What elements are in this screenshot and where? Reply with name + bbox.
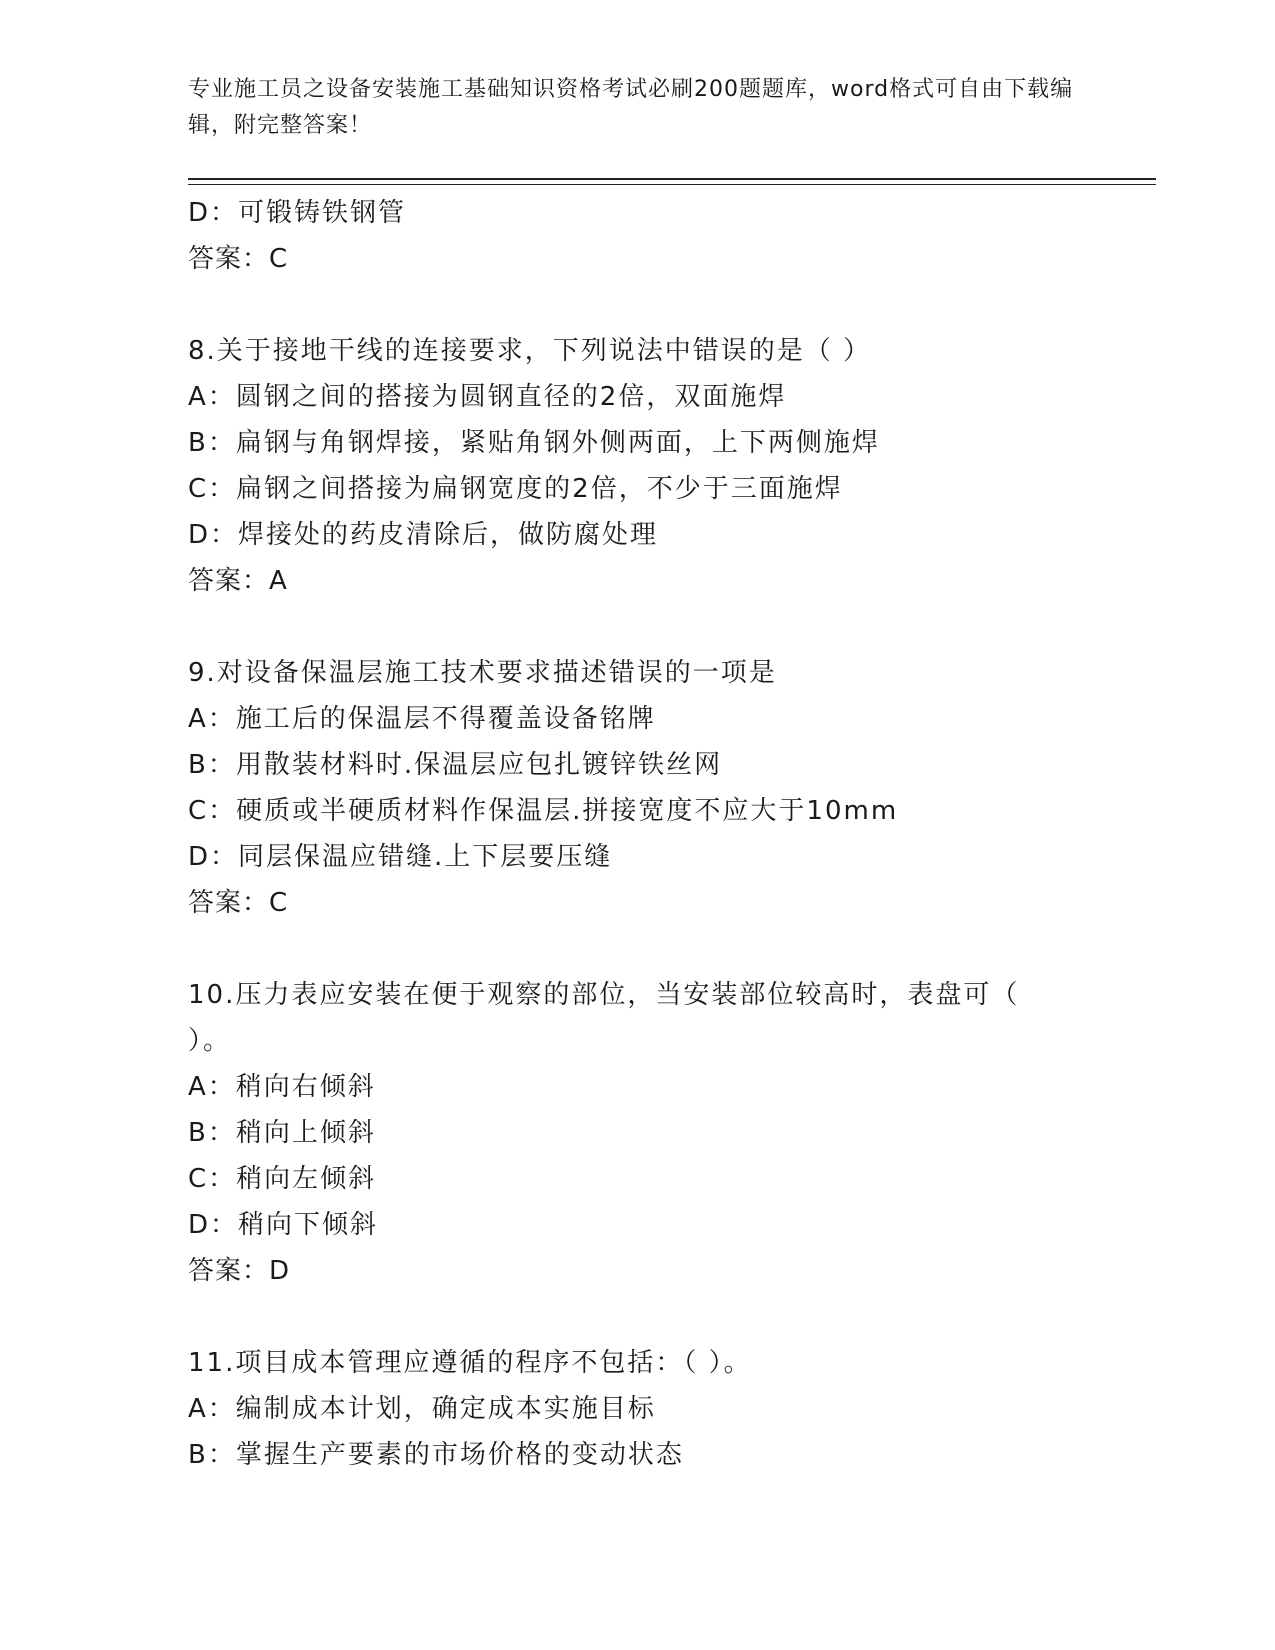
- option-b: B：扁钢与角钢焊接，紧贴角钢外侧两面，上下两侧施焊: [188, 428, 880, 458]
- option-a: A：施工后的保温层不得覆盖设备铭牌: [188, 704, 656, 734]
- question-stem: 10.压力表应安装在便于观察的部位，当安装部位较高时，表盘可（ ）。: [188, 980, 1020, 1056]
- header-rule-thick: [188, 178, 1156, 180]
- option-b: B：用散装材料时.保温层应包扎镀锌铁丝网: [188, 750, 723, 780]
- question-stem: 9.对设备保温层施工技术要求描述错误的一项是: [188, 658, 777, 688]
- question-content: [188, 190, 1068, 1478]
- spacer: [188, 926, 1068, 972]
- answer: 答案：D: [188, 1256, 291, 1286]
- question-stem: 8.关于接地干线的连接要求，下列说法中错误的是（ ）: [188, 336, 872, 366]
- option-a: A：编制成本计划，确定成本实施目标: [188, 1394, 656, 1424]
- spacer: [188, 1294, 1068, 1340]
- option-c: C：稍向左倾斜: [188, 1164, 377, 1194]
- answer: 答案：C: [188, 888, 289, 918]
- option-d: D：同层保温应错缝.上下层要压缝: [188, 842, 613, 872]
- prev-answer: 答案：C: [188, 244, 289, 274]
- header-rule-thin: [188, 184, 1156, 185]
- option-b: B：稍向上倾斜: [188, 1118, 376, 1148]
- prev-option-d: D：可锻铸铁钢管: [188, 198, 407, 228]
- option-a: A：稍向右倾斜: [188, 1072, 376, 1102]
- spacer: [188, 604, 1068, 650]
- spacer: [188, 282, 1068, 328]
- option-c: C：扁钢之间搭接为扁钢宽度的2倍，不少于三面施焊: [188, 474, 843, 504]
- option-a: A：圆钢之间的搭接为圆钢直径的2倍，双面施焊: [188, 382, 787, 412]
- answer: 答案：A: [188, 566, 288, 596]
- option-c: C：硬质或半硬质材料作保温层.拼接宽度不应大于10mm: [188, 796, 899, 826]
- question-stem: 11.项目成本管理应遵循的程序不包括：（ ）。: [188, 1348, 752, 1378]
- document-header: 专业施工员之设备安装施工基础知识资格考试必刷200题题库，word格式可自由下载编辑，附完整答案！: [188, 77, 1074, 138]
- option-d: D：焊接处的药皮清除后，做防腐处理: [188, 520, 659, 550]
- option-b: B：掌握生产要素的市场价格的变动状态: [188, 1440, 684, 1470]
- option-d: D：稍向下倾斜: [188, 1210, 379, 1240]
